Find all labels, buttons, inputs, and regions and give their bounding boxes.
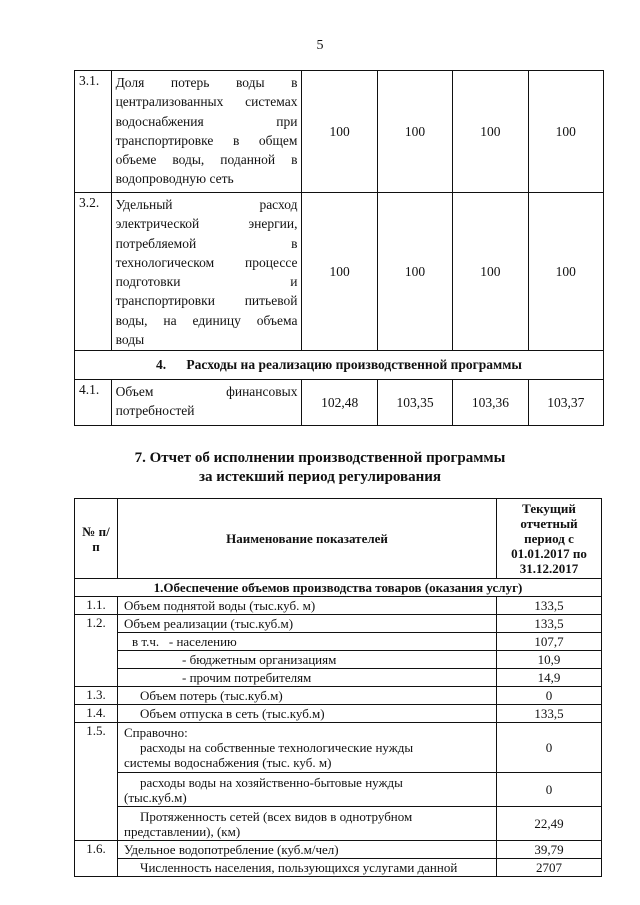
row-value: 133,5 <box>497 597 602 615</box>
desc-line: транспортировке в общем <box>115 132 298 148</box>
desc-line: подготовки и <box>115 274 298 290</box>
row-number: 1.1. <box>75 597 118 615</box>
row-name: Объем отпуска в сеть (тыс.куб.м) <box>118 705 497 723</box>
section-heading: 7. Отчет об исполнении производственной программы <box>134 450 506 466</box>
desc-line: потребляемой в <box>115 235 298 251</box>
desc-line: воды, на единицу объема <box>115 312 298 328</box>
row-name: Объем потерь (тыс.куб.м) <box>118 687 497 705</box>
desc-line: объеме воды, поданной в <box>115 152 298 168</box>
desc-line: Удельный расход <box>115 197 298 212</box>
row-name-line: системы водоснабжения (тыс. куб. м) <box>124 755 332 770</box>
row-name-line: представлении), (км) <box>124 823 241 839</box>
row-name: - бюджетным организациям <box>118 651 497 669</box>
row-value: 0 <box>497 687 602 705</box>
row-value: 133,5 <box>497 705 602 723</box>
row-number: 1.4. <box>75 705 118 723</box>
desc-line: централизованных системах <box>115 94 298 110</box>
row-number: 1.6. <box>75 841 118 859</box>
row-number: 1.2. <box>75 615 118 633</box>
row-name: Численность населения, пользующихся услугами данной <box>118 859 497 877</box>
row-number: 1.5. <box>75 723 118 773</box>
row-name-line: Справочно: <box>124 725 188 740</box>
row-value: 14,9 <box>497 669 602 687</box>
row-value: 22,49 <box>497 807 602 841</box>
report-table <box>74 498 602 877</box>
row-number <box>75 807 118 841</box>
desc-line: водоснабжения при <box>115 113 298 129</box>
row-name-line: Протяженность сетей (всех видов в однотрубном <box>140 808 413 824</box>
value-cell: 100 <box>377 193 452 351</box>
table-row <box>75 669 602 687</box>
value-cell: 100 <box>453 71 528 193</box>
row-name: Объем поднятой воды (тыс.куб. м) <box>118 597 497 615</box>
value-cell: 100 <box>377 71 452 193</box>
row-value: 0 <box>497 723 602 773</box>
value-cell: 103,36 <box>453 380 528 426</box>
row-name: в т.ч. - населению <box>118 633 497 651</box>
section-title: 4. Расходы на реализацию производственной программы <box>75 351 604 380</box>
table-row <box>75 687 602 705</box>
value-cell: 103,35 <box>377 380 452 426</box>
page-number: 5 <box>316 38 324 53</box>
table-row <box>75 773 602 807</box>
row-name <box>118 807 497 841</box>
value-cell: 100 <box>528 193 603 351</box>
row-number <box>75 669 118 687</box>
table-row <box>75 71 604 193</box>
row-number: 4.1. <box>75 380 112 426</box>
indicators-table <box>74 70 604 426</box>
row-name-line: (тыс.куб.м) <box>124 789 187 805</box>
desc-line: электрической энергии, <box>115 216 298 232</box>
desc-line: Доля потерь воды в <box>115 75 298 90</box>
row-number <box>75 651 118 669</box>
row-number <box>75 633 118 651</box>
row-description <box>111 193 302 351</box>
table-row <box>75 380 604 426</box>
header-period: Текущий отчетный период с 01.01.2017 по 31.12.2017 <box>497 499 602 579</box>
row-number <box>75 773 118 807</box>
section-row <box>75 351 604 380</box>
row-number: 3.1. <box>75 71 112 193</box>
section-title: 1.Обеспечение объемов производства товаров (оказания услуг) <box>75 579 602 597</box>
row-description <box>111 380 302 426</box>
header-num: № п/п <box>75 499 118 579</box>
section-row <box>75 579 602 597</box>
row-value: 133,5 <box>497 615 602 633</box>
row-value: 0 <box>497 773 602 807</box>
table-row <box>75 633 602 651</box>
table-row <box>75 807 602 841</box>
table-row <box>75 651 602 669</box>
table-row <box>75 705 602 723</box>
row-number: 3.2. <box>75 193 112 351</box>
row-name: Объем реализации (тыс.куб.м) <box>118 615 497 633</box>
row-description <box>111 71 302 193</box>
table-row <box>75 841 602 859</box>
header-name: Наименование показателей <box>118 499 497 579</box>
value-cell: 100 <box>453 193 528 351</box>
row-value: 2707 <box>497 859 602 877</box>
desc-line: технологическом процессе <box>115 254 298 270</box>
table-row <box>75 193 604 351</box>
table-row <box>75 615 602 633</box>
desc-line: Объем финансовых <box>115 384 298 399</box>
row-number: 1.3. <box>75 687 118 705</box>
row-value: 10,9 <box>497 651 602 669</box>
row-value: 107,7 <box>497 633 602 651</box>
section-subheading: за истекший период регулирования <box>198 469 442 485</box>
table-row <box>75 859 602 877</box>
desc-line: транспортировки питьевой <box>115 293 298 309</box>
value-cell: 100 <box>302 71 377 193</box>
table-row <box>75 597 602 615</box>
row-value: 39,79 <box>497 841 602 859</box>
row-name <box>118 723 497 773</box>
row-name-line: расходы воды на хозяйственно-бытовые нужды <box>140 774 403 790</box>
row-name: Удельное водопотребление (куб.м/чел) <box>118 841 497 859</box>
row-name: - прочим потребителям <box>118 669 497 687</box>
desc-line: водопроводную сеть <box>115 171 234 187</box>
header-row <box>75 499 602 579</box>
row-name-line: расходы на собственные технологические нужды <box>140 740 414 755</box>
value-cell: 100 <box>302 193 377 351</box>
desc-line: потребностей <box>115 403 195 418</box>
value-cell: 102,48 <box>302 380 377 426</box>
value-cell: 100 <box>528 71 603 193</box>
value-cell: 103,37 <box>528 380 603 426</box>
table-row <box>75 723 602 773</box>
row-name <box>118 773 497 807</box>
row-number <box>75 859 118 877</box>
desc-line: воды <box>115 332 145 348</box>
